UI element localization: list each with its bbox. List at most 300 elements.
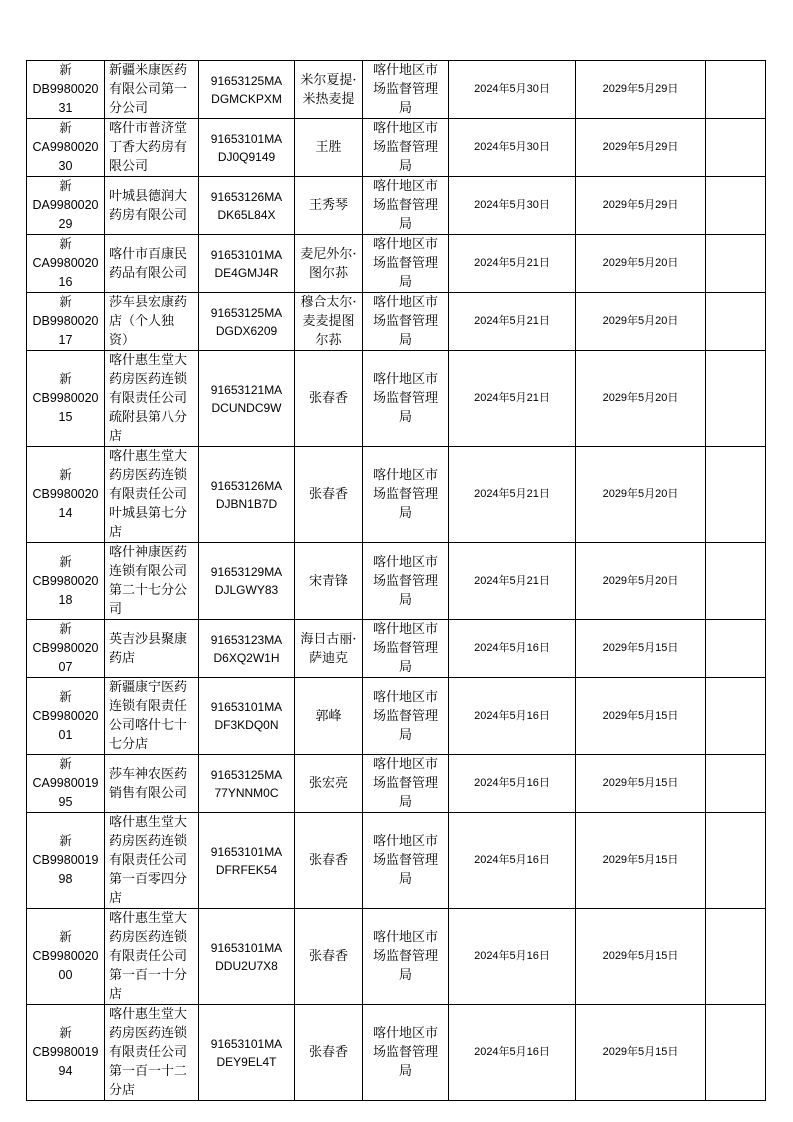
cell-text-line: 91653126MA [210, 478, 283, 493]
cell-text-line: DK65L84X [217, 207, 276, 222]
issuing-authority-cell [363, 177, 449, 235]
legal-person-cell [295, 1005, 363, 1101]
cell-text-line: DJBN1B7D [215, 496, 278, 511]
cell-text-line: DCUNDC9W [211, 400, 282, 415]
cell-text-line: 新 [59, 372, 72, 386]
credit-code-cell [199, 909, 295, 1005]
cell-text-line: 喀什地区市 [372, 834, 438, 849]
cell-text-line: 16 [58, 275, 73, 289]
credit-code-cell [199, 755, 295, 813]
cell-text-line: DGDX6209 [215, 323, 278, 338]
note-cell [706, 543, 766, 620]
cell-text-line: DA9980020 [32, 198, 99, 212]
issuing-authority-cell [363, 61, 449, 119]
company-name-cell [105, 755, 199, 813]
issue-date-cell: 2024年5月16日 [449, 678, 576, 755]
legal-person-cell [295, 351, 363, 447]
cell-text-line: 有限责任公司 [109, 1045, 188, 1060]
cell-text-line: 新 [59, 554, 72, 569]
license-number-cell [27, 447, 105, 543]
legal-person-cell [295, 119, 363, 177]
cell-text-line: 疏附县第八分 [109, 410, 188, 425]
credit-code-cell [199, 293, 295, 351]
cell-text-line: 司 [109, 602, 123, 617]
expiry-date-cell: 2029年5月15日 [576, 909, 706, 1005]
cell-text-line: 药房医药连锁 [109, 930, 188, 945]
note-cell [706, 235, 766, 293]
cell-text-line: 喀什地区市 [372, 1026, 438, 1041]
expiry-date-cell: 2029年5月20日 [576, 351, 706, 447]
cell-text-line: 场监督管理 [372, 140, 438, 155]
cell-text-line: 有限责任公司 [109, 853, 188, 868]
cell-text-line: 喀什地区市 [372, 179, 438, 194]
cell-text-line: 萨迪克 [308, 650, 348, 666]
cell-text-line: CB9980020 [32, 641, 99, 655]
cell-text-line: 局 [398, 217, 412, 232]
cell-text-line: 英吉沙县聚康 [109, 631, 188, 647]
issue-date-cell: 2024年5月30日 [449, 61, 576, 119]
table-row [27, 235, 766, 293]
cell-text-line: 局 [398, 101, 412, 116]
cell-text-line: 药房医药连锁 [109, 1026, 188, 1041]
legal-person-cell [295, 177, 363, 235]
cell-text-line: 15 [58, 410, 73, 424]
legal-person-cell [295, 293, 363, 351]
cell-text-line: 米热麦提 [302, 91, 355, 107]
issuing-authority-cell [363, 447, 449, 543]
cell-text-line: 连锁有限责任 [109, 699, 188, 714]
license-number-cell [27, 61, 105, 119]
cell-text-line: 有限责任公司 [109, 391, 188, 406]
cell-text-line: 叶城县第七分 [109, 506, 188, 521]
cell-text-line: 17 [58, 333, 73, 347]
cell-text-line: 喀什地区市 [372, 63, 438, 78]
cell-text-line: 局 [398, 159, 412, 174]
table-body [27, 61, 766, 1101]
cell-text-line: 场监督管理 [372, 949, 438, 964]
issuing-authority-cell [363, 119, 449, 177]
license-number-cell [27, 813, 105, 909]
cell-text-line: 喀什地区市 [372, 622, 438, 637]
cell-text-line: 麦尼外尔· [300, 246, 357, 262]
company-name-cell [105, 351, 199, 447]
company-name-cell [105, 678, 199, 755]
cell-text-line: 14 [58, 506, 73, 520]
cell-text-line: 郭峰 [315, 708, 342, 724]
cell-text-line: 场监督管理 [372, 256, 438, 271]
issue-date-cell: 2024年5月21日 [449, 351, 576, 447]
issue-date-cell: 2024年5月16日 [449, 909, 576, 1005]
credit-code-cell [199, 1005, 295, 1101]
table-row [27, 351, 766, 447]
cell-text-line: 喀什地区市 [372, 237, 438, 252]
cell-text-line: 91653101MA [210, 940, 283, 955]
cell-text-line: 喀什神康医药 [109, 545, 188, 560]
issuing-authority-cell [363, 235, 449, 293]
issue-date-cell: 2024年5月21日 [449, 447, 576, 543]
note-cell [706, 678, 766, 755]
credit-code-cell [199, 235, 295, 293]
expiry-date-cell: 2029年5月15日 [576, 678, 706, 755]
issuing-authority-cell [363, 755, 449, 813]
issue-date-cell: 2024年5月21日 [449, 543, 576, 620]
company-name-cell [105, 293, 199, 351]
cell-text-line: DEY9EL4T [216, 1054, 277, 1069]
company-name-cell [105, 543, 199, 620]
cell-text-line: CB9980020 [32, 391, 99, 405]
cell-text-line: 喀什地区市 [372, 930, 438, 945]
expiry-date-cell: 2029年5月15日 [576, 1005, 706, 1101]
cell-text-line: 有限公司第一 [109, 82, 188, 97]
credit-code-cell [199, 543, 295, 620]
expiry-date-cell: 2029年5月20日 [576, 543, 706, 620]
credit-code-cell [199, 61, 295, 119]
cell-text-line: 有限责任公司 [109, 487, 188, 502]
cell-text-line: DJ0Q9149 [217, 149, 276, 164]
credit-code-cell [199, 813, 295, 909]
cell-text-line: 新 [59, 689, 72, 704]
table-row [27, 543, 766, 620]
cell-text-line: 销售有限公司 [109, 785, 188, 801]
issue-date-cell: 2024年5月30日 [449, 119, 576, 177]
cell-text-line: DDU2U7X8 [215, 958, 278, 973]
cell-text-line: 第一百零四分 [109, 872, 188, 887]
cell-text-line: 喀什地区市 [372, 554, 438, 570]
expiry-date-cell: 2029年5月29日 [576, 119, 706, 177]
table-row [27, 119, 766, 177]
cell-text-line: 新 [59, 757, 72, 771]
license-number-cell [27, 620, 105, 678]
cell-text-line: DGMCKPXM [211, 91, 282, 106]
note-cell [706, 293, 766, 351]
issuing-authority-cell [363, 1005, 449, 1101]
note-cell [706, 813, 766, 909]
cell-text-line: 药店 [109, 650, 136, 666]
company-name-cell [105, 61, 199, 119]
cell-text-line: 局 [398, 410, 412, 425]
license-number-cell [27, 543, 105, 620]
cell-text-line: 场监督管理 [372, 853, 438, 868]
cell-text-line: 喀什地区市 [372, 689, 438, 705]
cell-text-line: 局 [398, 795, 412, 810]
table-row [27, 678, 766, 755]
credit-code-cell [199, 678, 295, 755]
cell-text-line: 王秀琴 [308, 198, 348, 213]
table-row [27, 293, 766, 351]
cell-text-line: 喀什地区市 [372, 121, 438, 136]
legal-person-cell [295, 235, 363, 293]
legal-person-cell [295, 909, 363, 1005]
cell-text-line: 91653125MA [210, 73, 283, 88]
cell-text-line: 局 [398, 333, 412, 348]
credit-code-cell [199, 119, 295, 177]
cell-text-line: 喀什惠生堂大 [109, 353, 188, 368]
cell-text-line: DB9980020 [32, 314, 99, 328]
credit-code-cell [199, 620, 295, 678]
cell-text-line: 新 [59, 834, 72, 848]
cell-text-line: 资） [109, 333, 136, 348]
issue-date-cell: 2024年5月16日 [449, 620, 576, 678]
cell-text-line: 新疆康宁医药 [109, 680, 188, 695]
cell-text-line: 新疆米康医药 [109, 63, 188, 78]
cell-text-line: 喀什惠生堂大 [109, 911, 188, 926]
cell-text-line: 穆合太尔· [300, 295, 357, 310]
cell-text-line: 91653101MA [210, 131, 283, 146]
cell-text-line: 店 [109, 429, 123, 444]
expiry-date-cell: 2029年5月15日 [576, 755, 706, 813]
cell-text-line: 95 [58, 795, 73, 809]
legal-person-cell [295, 447, 363, 543]
cell-text-line: 张春香 [308, 853, 348, 868]
issue-date-cell: 2024年5月16日 [449, 755, 576, 813]
cell-text-line: 01 [58, 727, 73, 742]
cell-text-line: 91653123MA [210, 632, 283, 647]
company-name-cell [105, 119, 199, 177]
expiry-date-cell: 2029年5月15日 [576, 620, 706, 678]
legal-person-cell [295, 61, 363, 119]
cell-text-line: DB9980020 [32, 82, 99, 96]
cell-text-line: 91653125MA [210, 767, 283, 782]
cell-text-line: 张宏亮 [308, 776, 348, 791]
cell-text-line: 张春香 [308, 949, 348, 964]
cell-text-line: 莎车县宏康药 [109, 295, 188, 310]
cell-text-line: CB9980019 [32, 853, 99, 867]
cell-text-line: 药房医药连锁 [109, 372, 188, 387]
issuing-authority-cell [363, 813, 449, 909]
cell-text-line: 局 [398, 592, 412, 608]
expiry-date-cell: 2029年5月20日 [576, 293, 706, 351]
cell-text-line: 场监督管理 [372, 708, 438, 724]
company-name-cell [105, 235, 199, 293]
issuing-authority-cell [363, 909, 449, 1005]
cell-text-line: 喀什地区市 [372, 372, 438, 387]
cell-text-line: 局 [398, 872, 412, 887]
issue-date-cell: 2024年5月30日 [449, 177, 576, 235]
table-row [27, 909, 766, 1005]
cell-text-line: 新 [59, 295, 72, 309]
cell-text-line: 场监督管理 [372, 573, 438, 589]
company-name-cell [105, 813, 199, 909]
note-cell [706, 61, 766, 119]
company-name-cell [105, 909, 199, 1005]
company-name-cell [105, 620, 199, 678]
issuing-authority-cell [363, 351, 449, 447]
cell-text-line: 94 [58, 1064, 73, 1078]
cell-text-line: 00 [58, 968, 73, 982]
table-row [27, 1005, 766, 1101]
legal-person-cell [295, 755, 363, 813]
cell-text-line: 喀什惠生堂大 [109, 449, 188, 464]
cell-text-line: 91653101MA [210, 844, 283, 859]
cell-text-line: 有限责任公司 [109, 949, 188, 964]
cell-text-line: 宋青锋 [308, 573, 348, 589]
cell-text-line: 七分店 [109, 737, 149, 752]
cell-text-line: 张春香 [308, 391, 348, 406]
cell-text-line: CB9980019 [32, 1045, 99, 1059]
license-number-cell [27, 119, 105, 177]
cell-text-line: 场监督管理 [372, 391, 438, 406]
issuing-authority-cell [363, 543, 449, 620]
license-number-cell [27, 1005, 105, 1101]
cell-text-line: 场监督管理 [372, 776, 438, 791]
issue-date-cell: 2024年5月21日 [449, 235, 576, 293]
cell-text-line: 新 [59, 1026, 72, 1040]
cell-text-line: 喀什惠生堂大 [109, 1007, 188, 1022]
cell-text-line: 新 [59, 121, 72, 135]
cell-text-line: CA9980019 [32, 776, 99, 790]
cell-text-line: 第二十七分公 [109, 583, 188, 598]
cell-text-line: 连锁有限公司 [109, 564, 188, 579]
license-number-cell [27, 177, 105, 235]
cell-text-line: CA9980020 [32, 140, 99, 154]
cell-text-line: 新 [59, 468, 72, 482]
cell-text-line: 喀什地区市 [372, 468, 438, 483]
cell-text-line: 91653129MA [210, 565, 283, 579]
cell-text-line: CB9980020 [32, 949, 99, 963]
legal-person-cell [295, 813, 363, 909]
cell-text-line: 新 [59, 237, 72, 251]
cell-text-line: 91653101MA [210, 247, 283, 262]
cell-text-line: 海日古丽· [300, 631, 357, 647]
cell-text-line: 限公司 [109, 159, 149, 174]
cell-text-line: 91653121MA [210, 382, 283, 397]
license-number-cell [27, 909, 105, 1005]
license-number-cell [27, 755, 105, 813]
cell-text-line: 场监督管理 [372, 487, 438, 502]
cell-text-line: 张春香 [308, 1045, 348, 1060]
company-name-cell [105, 447, 199, 543]
cell-text-line: 98 [58, 872, 73, 886]
cell-text-line: 场监督管理 [372, 1045, 438, 1060]
cell-text-line: 尔荪 [315, 333, 342, 348]
cell-text-line: 店 [109, 891, 123, 906]
cell-text-line: 局 [398, 727, 412, 743]
cell-text-line: 喀什地区市 [372, 757, 438, 772]
table-row [27, 755, 766, 813]
cell-text-line: 叶城县德润大 [109, 188, 188, 204]
cell-text-line: 丁香大药房有 [109, 140, 188, 155]
cell-text-line: CB9980020 [32, 708, 99, 723]
cell-text-line: 莎车神农医药 [109, 766, 188, 782]
note-cell [706, 620, 766, 678]
cell-text-line: 喀什惠生堂大 [109, 815, 188, 830]
cell-text-line: CB9980020 [32, 487, 99, 501]
cell-text-line: 喀什市百康民 [109, 246, 188, 262]
issuing-authority-cell [363, 620, 449, 678]
credit-code-cell [199, 177, 295, 235]
cell-text-line: 张春香 [308, 487, 348, 502]
cell-text-line: 药品有限公司 [109, 265, 188, 281]
table-row [27, 813, 766, 909]
cell-text-line: 喀什地区市 [372, 295, 438, 310]
cell-text-line: 新 [59, 179, 72, 193]
cell-text-line: 31 [58, 101, 73, 115]
cell-text-line: 场监督管理 [372, 198, 438, 213]
cell-text-line: 91653101MA [210, 700, 283, 714]
cell-text-line: DJLGWY83 [214, 583, 279, 597]
expiry-date-cell: 2029年5月29日 [576, 61, 706, 119]
cell-text-line: CB9980020 [32, 573, 99, 588]
cell-text-line: 王胜 [315, 140, 342, 155]
table-row [27, 620, 766, 678]
cell-text-line: 77YNNM0C [214, 785, 279, 800]
cell-text-line: 29 [58, 217, 73, 231]
cell-text-line: 局 [398, 506, 412, 521]
issuing-authority-cell [363, 678, 449, 755]
cell-text-line: 分店 [109, 1083, 136, 1098]
company-name-cell [105, 177, 199, 235]
cell-text-line: 18 [58, 592, 73, 607]
cell-text-line: 药房有限公司 [109, 207, 188, 223]
cell-text-line: 米尔夏提· [300, 72, 357, 88]
cell-text-line: DF3KDQ0N [214, 718, 279, 732]
note-cell [706, 351, 766, 447]
cell-text-line: 店 [109, 987, 123, 1002]
cell-text-line: 第一百一十分 [109, 968, 188, 983]
license-number-cell [27, 351, 105, 447]
issue-date-cell: 2024年5月16日 [449, 1005, 576, 1101]
cell-text-line: 分公司 [109, 101, 149, 116]
cell-text-line: CA9980020 [32, 256, 99, 270]
cell-text-line: 局 [398, 660, 412, 675]
cell-text-line: 第一百一十二 [109, 1064, 188, 1079]
license-number-cell [27, 235, 105, 293]
expiry-date-cell: 2029年5月20日 [576, 447, 706, 543]
cell-text-line: 公司喀什七十 [109, 718, 188, 733]
cell-text-line: DFRFEK54 [215, 862, 278, 877]
cell-text-line: 药房医药连锁 [109, 834, 188, 849]
cell-text-line: 店（个人独 [109, 314, 175, 329]
note-cell [706, 909, 766, 1005]
legal-person-cell [295, 678, 363, 755]
note-cell [706, 177, 766, 235]
cell-text-line: DE4GMJ4R [214, 265, 279, 280]
license-table [26, 60, 766, 1101]
cell-text-line: 药房医药连锁 [109, 468, 188, 483]
issue-date-cell: 2024年5月16日 [449, 813, 576, 909]
credit-code-cell [199, 447, 295, 543]
company-name-cell [105, 1005, 199, 1101]
expiry-date-cell: 2029年5月15日 [576, 813, 706, 909]
issuing-authority-cell [363, 293, 449, 351]
license-number-cell [27, 678, 105, 755]
legal-person-cell [295, 620, 363, 678]
cell-text-line: 91653125MA [210, 305, 283, 320]
credit-code-cell [199, 351, 295, 447]
cell-text-line: 局 [398, 1064, 412, 1079]
cell-text-line: 店 [109, 525, 123, 540]
cell-text-line: 新 [59, 930, 72, 944]
expiry-date-cell: 2029年5月20日 [576, 235, 706, 293]
cell-text-line: 场监督管理 [372, 641, 438, 656]
cell-text-line: 麦麦提图 [302, 314, 355, 329]
note-cell [706, 1005, 766, 1101]
cell-text-line: 图尔荪 [308, 265, 348, 281]
table-row [27, 177, 766, 235]
cell-text-line: 局 [398, 968, 412, 983]
note-cell [706, 755, 766, 813]
cell-text-line: 场监督管理 [372, 314, 438, 329]
cell-text-line: 新 [59, 63, 72, 77]
table-row [27, 61, 766, 119]
cell-text-line: 场监督管理 [372, 82, 438, 97]
issue-date-cell: 2024年5月21日 [449, 293, 576, 351]
cell-text-line: 07 [58, 660, 73, 674]
note-cell [706, 119, 766, 177]
cell-text-line: 新 [59, 622, 72, 636]
cell-text-line: 30 [58, 159, 73, 173]
table-row [27, 447, 766, 543]
